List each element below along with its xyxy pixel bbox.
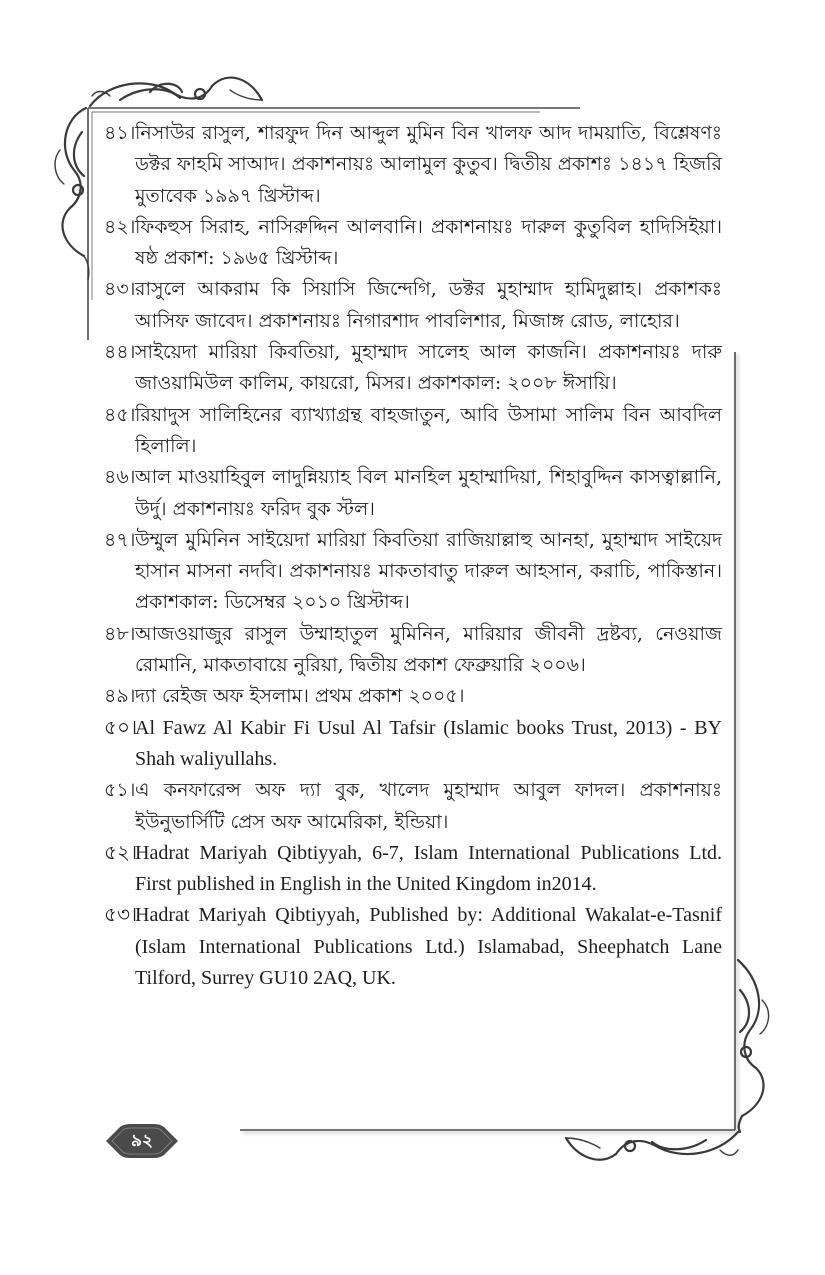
reference-text: Hadrat Mariyah Qibtiyyah, Published by: Additional Wakalat-e-Tasnif (Islam International Publications Ltd.) Islamabad, Sheephatch Lane Tilford, Surrey GU10 2AQ, UK. (135, 904, 722, 990)
reference-list (104, 118, 722, 994)
list-item (104, 400, 722, 463)
reference-number: ৫২। (104, 841, 138, 864)
reference-number: ৪৩। (104, 278, 136, 301)
reference-number: ৫১। (104, 779, 136, 802)
reference-number: ৪১। (104, 122, 136, 144)
list-item (104, 713, 722, 776)
reference-text: দ্যা রেইজ অফ ইসলাম। প্রথম প্রকাশ ২০০৫। (135, 685, 465, 708)
reference-text: Hadrat Mariyah Qibtiyyah, 6-7, Islam International Publications Ltd. First published in English in the United Kingdom in2014. (135, 841, 722, 896)
list-item (104, 118, 722, 212)
reference-text: রাসুলে আকরাম কি সিয়াসি জিন্দেগি, ডক্টর মুহাম্মাদ হামিদুল্লাহ। প্রকাশকঃ আসিফ জাবেদ। প্রকাশনায়ঃ নিগারশাদ পাবলিশার, মিজাঙ্গ রোড, লাহোর। (135, 278, 722, 332)
reference-text: এ কনফারেন্স অফ দ্যা বুক, খালেদ মুহাম্মাদ আবুল ফাদল। প্রকাশনায়ঃ ইউনুভার্সিটি প্রেস অফ আমেরিকা, ইন্ডিয়া। (135, 779, 722, 833)
list-item (104, 900, 722, 994)
reference-number: ৪৭। (104, 528, 136, 551)
list-item (104, 274, 722, 337)
reference-number: ৫০। (104, 716, 138, 739)
reference-text: উম্মুল মুমিনিন সাইয়েদা মারিয়া কিবতিয়া রাজিয়াল্লাহু আনহা, মুহাম্মাদ সাইয়েদ হাসান মাসনা নদবি। প্রকাশনায়ঃ মাকতাবাতু দারুল আহসান, করাচি, পাকিস্তান। প্রকাশকাল: ডিসেম্বর ২০১০ খ্রিস্টাব্দ। (135, 528, 722, 614)
reference-number: ৪২। (104, 215, 136, 238)
reference-number: ৪৮। (104, 622, 136, 645)
reference-number: ৫৩। (104, 904, 138, 927)
reference-text: নিসাউর রাসুল, শারফুদ দিন আব্দুল মুমিন বিন খালফ আদ দাময়াতি, বিশ্লেষণঃ ডক্টর ফাহমি সাআদ। প্রকাশনায়ঃ আলামুল কুতুব। দ্বিতীয় প্রকাশঃ ১৪১৭ হিজরি মুতাবেক ১৯৯৭ খ্রিস্টাব্দ। (135, 122, 722, 207)
list-item (104, 525, 722, 619)
reference-text: Al Fawz Al Kabir Fi Usul Al Tafsir (Islamic books Trust, 2013) - BY Shah waliyullahs. (135, 716, 722, 770)
reference-number: ৪৬। (104, 466, 136, 489)
list-item (104, 619, 722, 682)
list-item (104, 462, 722, 525)
reference-text: রিয়াদুস সালিহিনের ব্যাখ্যাগ্রন্থ বাহজাতুন, আবি উসামা সালিম বিন আবদিল হিলালি। (135, 403, 722, 457)
reference-text: আজওয়াজুর রাসুল উম্মাহাতুল মুমিনিন, মারিয়ার জীবনী দ্রষ্টব্য, নেওয়াজ রোমানি, মাকতাবায়ে নুরিয়া, দ্বিতীয় প্রকাশ ফেব্রুয়ারি ২০০৬। (135, 622, 722, 677)
list-item (104, 838, 722, 901)
list-item (104, 681, 722, 712)
page-number: ৯২ (130, 1131, 154, 1151)
list-item (104, 212, 722, 275)
reference-text: ফিকহুস সিরাহ, নাসিরুদ্দিন আলবানি। প্রকাশনায়ঃ দারুল কুতুবিল হাদিসিইয়া। ষষ্ঠ প্রকাশ: ১৯৬৫ খ্রিস্টাব্দ। (135, 215, 722, 270)
reference-number: ৪৫। (104, 403, 136, 426)
reference-number: ৪৪। (104, 341, 136, 364)
list-item (104, 337, 722, 400)
reference-text: আল মাওয়াহিবুল লাদুন্নিয়্যাহ বিল মানহিল মুহাম্মাদিয়া, শিহাবুদ্দিন কাসত্বাল্লানি, উর্দু। প্রকাশনায়ঃ ফরিদ বুক স্টল। (135, 466, 722, 520)
reference-text: সাইয়েদা মারিয়া কিবতিয়া, মুহাম্মাদ সালেহ আল কাজনি। প্রকাশনায়ঃ দারু জাওয়ামিউল কালিম, কায়রো, মিসর। প্রকাশকাল: ২০০৮ ঈসায়ি। (135, 341, 722, 395)
list-item (104, 775, 722, 838)
reference-number: ৪৯। (104, 685, 136, 708)
